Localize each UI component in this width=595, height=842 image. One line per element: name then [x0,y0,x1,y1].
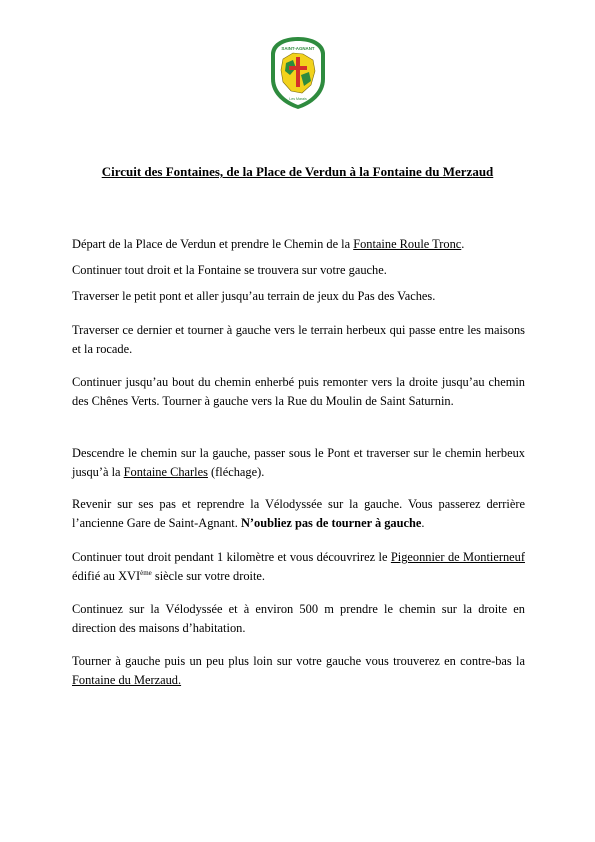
link-fontaine-charles[interactable]: Fontaine Charles [123,465,208,479]
paragraph-1: Départ de la Place de Verdun et prendre le Chemin de la Fontaine Roule Tronc. [72,237,465,251]
link-fontaine-du-merzaud[interactable]: Fontaine du Merzaud. [72,673,182,687]
paragraph-6: Descendre le chemin sur la gauche, passer sous le Pont et traverser sur le chemin herbeux jusqu’à la Fontaine Charles (fléchage). [72,446,525,479]
link-pigeonnier-de-montierneuf[interactable]: Pigeonnier de Montierneuf [390,550,525,564]
paragraph-10: Tourner à gauche puis un peu plus loin sur votre gauche vous trouverez en contre-bas la Fontaine du Merzaud. [72,654,525,687]
paragraph-4: Traverser ce dernier et tourner à gauche vers le terrain herbeux qui passe entre les maisons et la rocade. [72,323,525,356]
link-fontaine-roule-tronc[interactable]: Fontaine Roule Tronc [353,237,462,251]
document-title: Circuit des Fontaines, de la Place de Verdun à la Fontaine du Merzaud [101,164,494,179]
paragraph-9: Continuez sur la Vélodyssée et à environ 500 m prendre le chemin sur la droite en direction des maisons d’habitation. [72,602,525,635]
paragraph-8: Continuer tout droit pendant 1 kilomètre et vous découvrirez le Pigeonnier de Montierneuf édifié au XVIème siècle sur votre droite. [72,550,525,583]
paragraph-7: Revenir sur ses pas et reprendre la Vélodyssée sur la gauche. Vous passerez derrière l’ancienne Gare de Saint-Agnant. N’oubliez pas de tourner à gauche. [72,497,525,530]
paragraph-2: Continuer tout droit et la Fontaine se trouvera sur votre gauche. [72,263,387,277]
paragraph-3: Traverser le petit pont et aller jusqu’au terrain de jeux du Pas des Vaches. [72,289,436,303]
saint-agnant-crest-logo [269,35,327,111]
crest-top-text: SAINT-AGNANT [281,46,315,51]
crest-bottom-text: Les Marais [289,97,307,101]
paragraph-5: Continuer jusqu’au bout du chemin enherbé puis remonter vers la droite jusqu’au chemin des Chênes Verts. Tourner à gauche vers la Rue du Moulin de Saint Saturnin. [72,375,525,408]
bold-reminder: N’oubliez pas de tourner à gauche [240,516,422,530]
